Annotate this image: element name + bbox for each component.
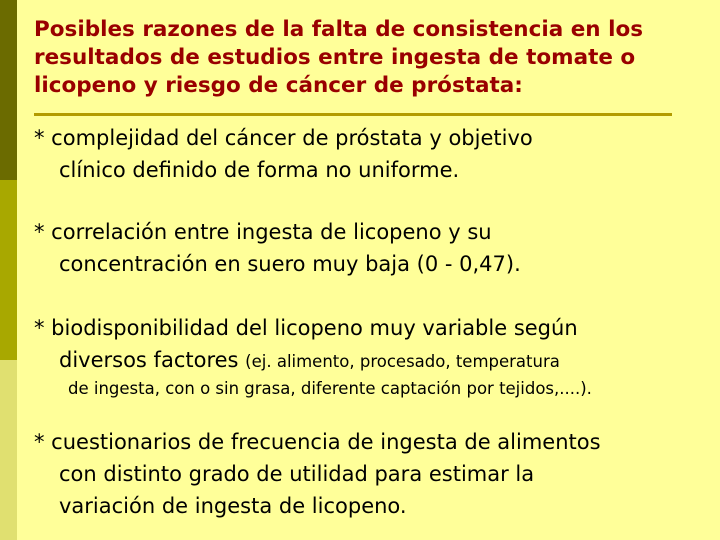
title-underline <box>34 113 672 116</box>
bullet-4-line-1: * cuestionarios de frecuencia de ingesta de alimentos <box>34 430 601 454</box>
side-bar-mid <box>0 180 17 360</box>
bullet-4-line-3: variación de ingesta de licopeno. <box>59 494 407 518</box>
slide-title: Posibles razones de la falta de consistencia en los resultados de estudios entre ingesta de tomate o licopeno y riesgo de cáncer de próstata: <box>34 17 644 98</box>
bullet-1-line-1: * complejidad del cáncer de próstata y objetivo <box>34 126 533 150</box>
bullet-3-line-1: * biodisponibilidad del licopeno muy variable según <box>34 316 578 340</box>
bullet-3 <box>34 312 720 402</box>
bullet-2 <box>34 216 720 280</box>
bullet-3-line-2-main: diversos factores <box>59 348 239 372</box>
bullet-3-line-3: de ingesta, con o sin grasa, diferente captación por tejidos,....). <box>68 379 592 398</box>
bullet-3-line-2-note: (ej. alimento, procesado, temperatura <box>245 352 560 371</box>
bullet-2-line-1: * correlación entre ingesta de licopeno y su <box>34 220 492 244</box>
bullet-3-line-2 <box>34 344 720 378</box>
bullet-4 <box>34 426 720 522</box>
bullet-1-line-2: clínico definido de forma no uniforme. <box>59 158 460 182</box>
side-bar-dark <box>0 0 17 180</box>
side-bar-light <box>0 360 17 540</box>
bullet-1 <box>34 122 720 186</box>
bullet-4-line-2: con distinto grado de utilidad para estimar la <box>59 462 535 486</box>
bullet-2-line-2: concentración en suero muy baja (0 - 0,47). <box>59 252 521 276</box>
